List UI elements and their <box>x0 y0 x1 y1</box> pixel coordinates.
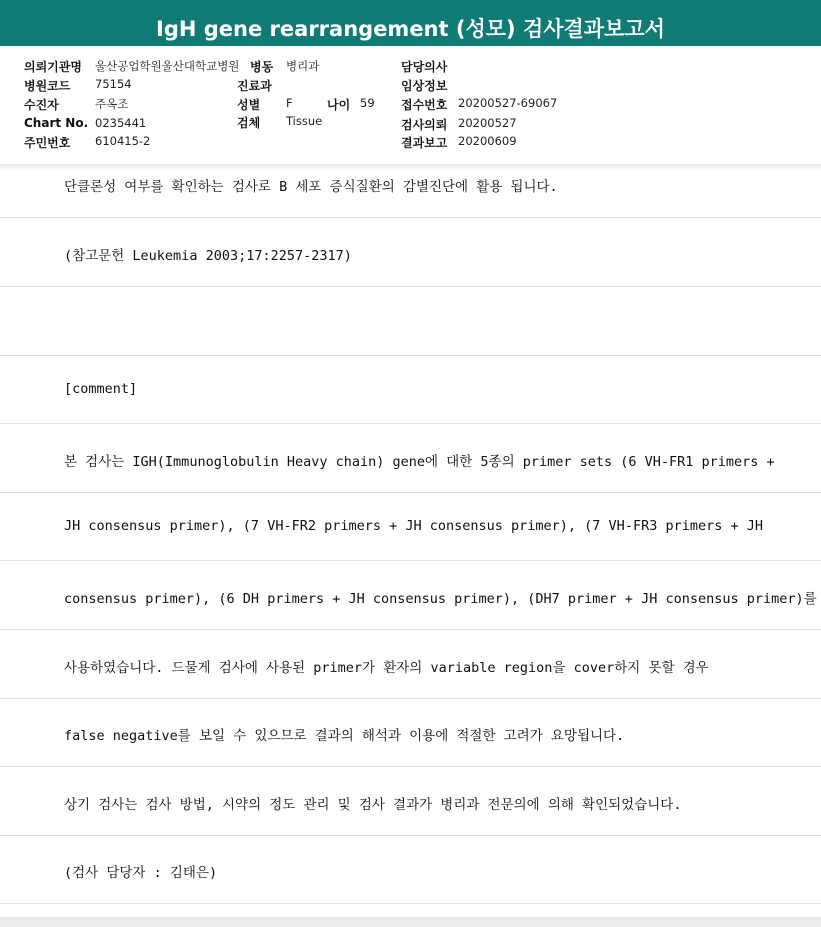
clinical-info-label: 임상정보 <box>401 79 448 93</box>
age-value: 59 <box>360 96 375 110</box>
report-line <box>0 631 821 699</box>
report-line <box>0 425 821 493</box>
report-line-text: 본 검사는 IGH(Immunoglobulin Heavy chain) gene에 대한 5종의 primer sets (6 VH-FR1 primers + <box>64 454 775 470</box>
report-title-bar <box>0 0 821 46</box>
doctor-label: 담당의사 <box>401 60 448 74</box>
report-line-text: consensus primer), (6 DH primers + JH consensus primer), (DH7 primer + JH consensus primer)를 <box>64 591 817 607</box>
report-line <box>0 836 821 904</box>
hospital-code-value: 75154 <box>95 77 132 91</box>
requesting-institution-label: 의뢰기관명 <box>24 60 82 74</box>
report-line <box>0 219 821 287</box>
patient-value: 주옥조 <box>95 97 129 111</box>
report-line <box>0 356 821 424</box>
patient-label: 수진자 <box>24 98 59 112</box>
report-line <box>0 562 821 630</box>
test-request-value: 20200527 <box>458 116 517 130</box>
patient-info-panel <box>0 46 821 165</box>
department-label: 진료과 <box>237 79 272 93</box>
report-line <box>0 768 821 836</box>
report-line-text: (검사 담당자 : 김태은) <box>64 865 218 881</box>
report-line <box>0 493 821 561</box>
receipt-no-value: 20200527-69067 <box>458 96 558 110</box>
report-line-text: 단클론성 여부를 확인하는 검사로 B 세포 증식질환의 감별진단에 활용 됩니다. <box>64 179 558 195</box>
report-line-text: JH consensus primer), (7 VH-FR2 primers + JH consensus primer), (7 VH-FR3 primers + JH <box>64 518 763 534</box>
chart-no-value: 0235441 <box>95 116 147 130</box>
ward-label: 병동 <box>250 60 274 74</box>
age-label: 나이 <box>327 98 351 112</box>
ward-value: 병리과 <box>286 59 320 73</box>
result-report-value: 20200609 <box>458 134 517 148</box>
report-line-text: 사용하였습니다. 드물게 검사에 사용된 primer가 환자의 variable region을 cover하지 못할 경우 <box>64 660 709 676</box>
sex-label: 성별 <box>237 98 261 112</box>
page-title: IgH gene rearrangement (성모) 검사결과보고서 <box>156 17 665 41</box>
requesting-institution-value: 울산공업학원울산대학교병원 <box>95 59 240 73</box>
report-line <box>0 288 821 356</box>
report-line-text: false negative를 보일 수 있으므로 결과의 해석과 이용에 적절한 고려가 요망됩니다. <box>64 728 625 744</box>
bottom-band <box>0 917 821 927</box>
chart-no-label: Chart No. <box>24 116 89 130</box>
result-report-label: 결과보고 <box>401 136 448 150</box>
specimen-value: Tissue <box>286 114 323 128</box>
specimen-label: 검체 <box>237 116 261 130</box>
report-line-text: [comment] <box>64 381 138 397</box>
report-line-text: 상기 검사는 검사 방법, 시약의 정도 관리 및 검사 결과가 병리과 전문의에 의해 확인되었습니다. <box>64 797 682 813</box>
report-line-text: (참고문헌 Leukemia 2003;17:2257-2317) <box>64 248 352 264</box>
resident-no-label: 주민번호 <box>24 136 71 150</box>
resident-no-value: 610415-2 <box>95 134 151 148</box>
hospital-code-label: 병원코드 <box>24 79 71 93</box>
panel-shadow <box>0 164 821 170</box>
report-line <box>0 699 821 767</box>
sex-value: F <box>286 96 293 110</box>
test-request-label: 검사의뢰 <box>401 118 448 132</box>
receipt-no-label: 접수번호 <box>401 98 448 112</box>
